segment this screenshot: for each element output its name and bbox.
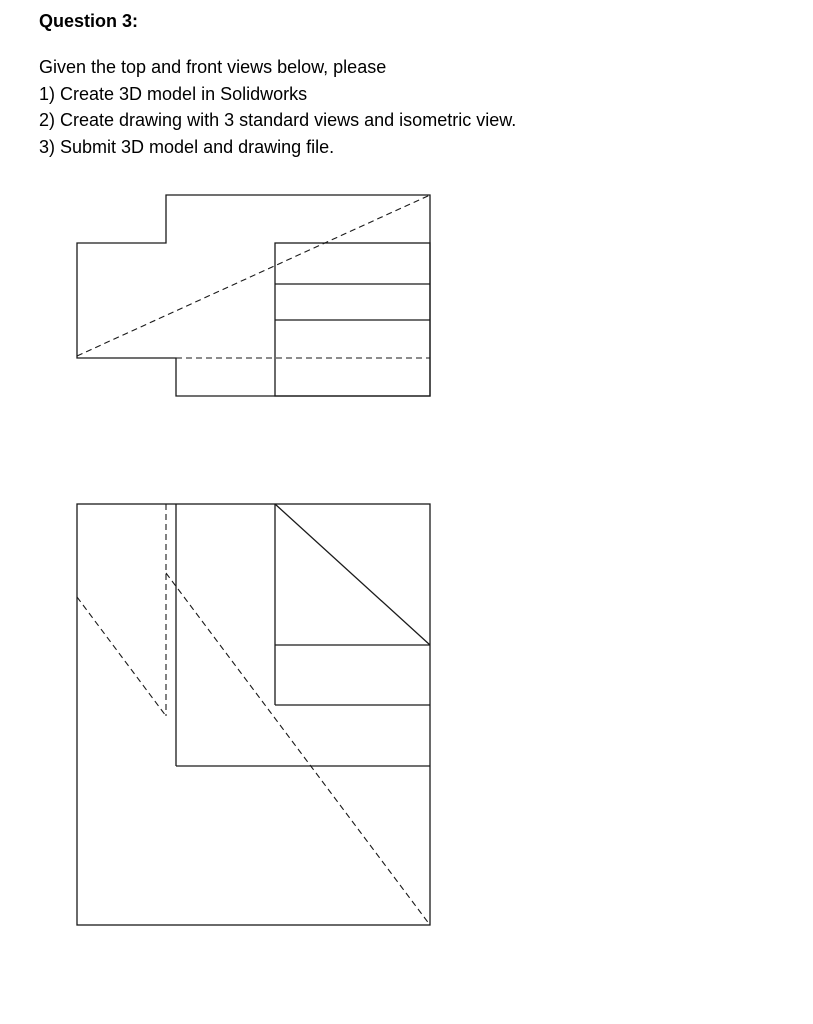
- top-view-outline: [77, 195, 430, 396]
- question-title: Question 3:: [39, 11, 139, 31]
- top-view-hidden-diagonal: [77, 195, 430, 356]
- instruction-step-1: 1) Create 3D model in Solidworks: [39, 83, 308, 104]
- instructions-intro: Given the top and front views below, please: [39, 57, 387, 77]
- front-view-hidden-diagonal-long: [166, 573, 430, 925]
- front-view: [77, 504, 430, 925]
- top-view: [77, 195, 430, 396]
- instruction-step-3: 3) Submit 3D model and drawing file.: [39, 136, 335, 157]
- front-view-hidden-diagonal-left: [77, 597, 166, 716]
- instruction-step-2: 2) Create drawing with 3 standard views and isometric view.: [39, 110, 517, 130]
- front-view-outline: [77, 504, 430, 925]
- front-view-diagonal-solid: [275, 504, 430, 645]
